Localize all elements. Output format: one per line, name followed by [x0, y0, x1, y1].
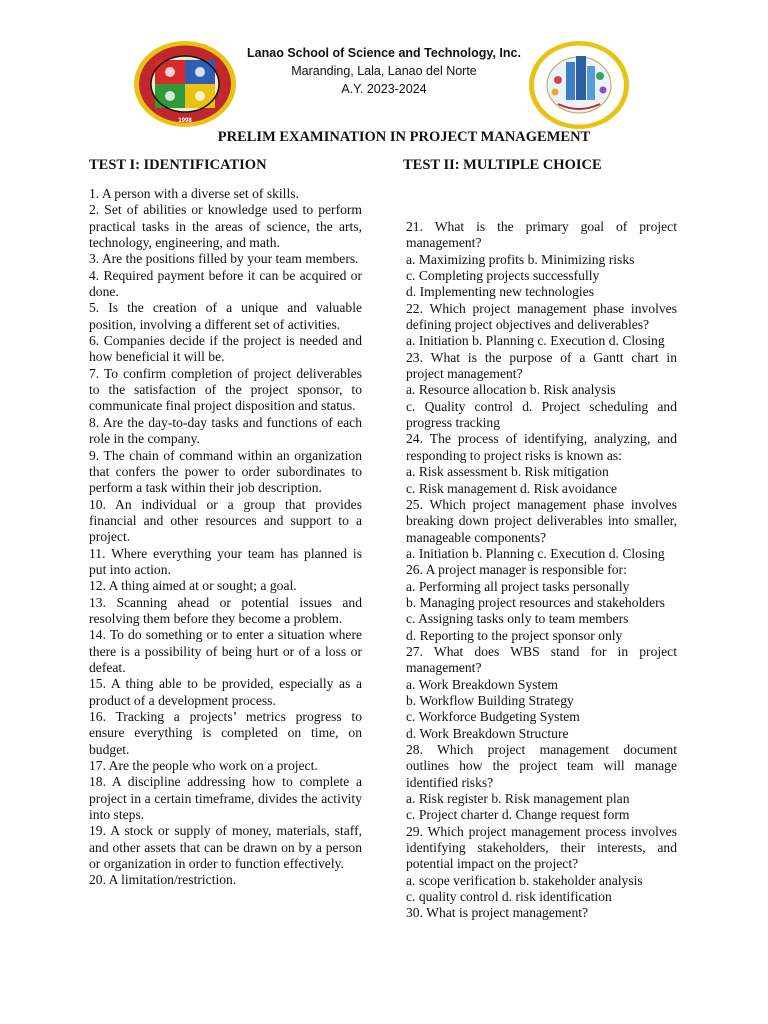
school-address: Maranding, Lala, Lanao del Norte: [291, 64, 477, 78]
question-item: 5. Is the creation of a unique and valuable position, involving a different set of activities.: [89, 300, 362, 332]
test2-heading: TEST II: MULTIPLE CHOICE: [403, 157, 602, 173]
choice-line: c. Completing projects successfully: [406, 268, 600, 284]
choice-line: b. Managing project resources and stakeholders: [406, 594, 665, 610]
choice-line: d. Implementing new technologies: [406, 284, 595, 300]
choice-line: c. Workforce Budgeting System: [406, 709, 580, 725]
question-item: 9. The chain of command within an organization that confers the power to order subordinates to perform a task within their job description.: [89, 447, 362, 496]
choice-line: a. Performing all project tasks personally: [406, 578, 630, 594]
school-header: [0, 44, 768, 98]
choice-line: a. scope verification b. stakeholder analysis: [406, 872, 643, 888]
question-item: 18. A discipline addressing how to complete a project in a certain timeframe, divides the activity into steps.: [89, 774, 362, 823]
choice-line: a. Work Breakdown System: [406, 676, 558, 692]
multiple-choice-items: [406, 219, 677, 922]
question-item: 8. Are the day-to-day tasks and functions of each role in the company.: [89, 414, 362, 447]
question-item: 11. Where everything your team has planned is put into action.: [89, 545, 362, 577]
choice-line: d. Work Breakdown Structure: [406, 725, 569, 741]
choice-line: d. Reporting to the project sponsor only: [406, 627, 623, 643]
question-line: 26. A project manager is responsible for:: [406, 562, 627, 578]
question-line: 30. What is project management?: [406, 905, 589, 921]
question-item: 14. To do something or to enter a situation where there is a possibility of being hurt or of a loss or defeat.: [89, 627, 362, 675]
academic-year: A.Y. 2023-2024: [341, 82, 427, 96]
choice-line: b. Workflow Building Strategy: [406, 692, 574, 708]
question-item: 1. A person with a diverse set of skills.: [89, 186, 299, 201]
choice-line: a. Initiation b. Planning c. Execution d. Closing: [406, 333, 665, 349]
exam-title: PRELIM EXAMINATION IN PROJECT MANAGEMENT: [217, 129, 591, 145]
choice-line: a. Initiation b. Planning c. Execution d. Closing: [406, 545, 665, 561]
question-line: 25. Which project management phase involves breaking down project deliverables into smaller, manageable components?: [406, 496, 677, 545]
question-item: 19. A stock or supply of money, materials, staff, and other assets that can be drawn on by a person or organization in order to function effectively.: [89, 823, 362, 872]
question-item: 13. Scanning ahead or potential issues and resolving them before they become a problem.: [89, 594, 362, 626]
question-item: 20. A limitation/restriction.: [89, 872, 237, 888]
question-line: 22. Which project management phase involves defining project objectives and deliverables?: [406, 300, 677, 333]
question-line: 29. Which project management process involves identifying stakeholders, their interests, and potential impact on the project?: [406, 823, 677, 872]
choice-line: c. quality control d. risk identification: [406, 889, 612, 905]
question-item: 10. An individual or a group that provides financial and other resources and support to a project.: [89, 496, 362, 545]
choice-line: c. Risk management d. Risk avoidance: [406, 480, 618, 496]
question-item: 16. Tracking a projects’ metrics progress to ensure everything is completed on time, on budget.: [89, 709, 362, 757]
question-item: 15. A thing able to be provided, especially as a product of a development process.: [89, 676, 362, 708]
choice-line: c. Assigning tasks only to team members: [406, 611, 629, 627]
question-line: 28. Which project management document outlines how the project team will manage identified risks?: [406, 742, 677, 790]
question-item: 6. Companies decide if the project is needed and how beneficial it will be.: [89, 333, 362, 365]
identification-items: [89, 186, 362, 889]
svg-text:1998: 1998: [178, 118, 192, 124]
test1-heading: TEST I: IDENTIFICATION: [89, 157, 267, 173]
choice-line: a. Resource allocation b. Risk analysis: [406, 382, 616, 398]
choice-line: a. Maximizing profits b. Minimizing risks: [406, 251, 635, 267]
question-line: 27. What does WBS stand for in project management?: [406, 643, 677, 676]
choice-line: a. Risk register b. Risk management plan: [406, 791, 630, 807]
choice-line: a. Risk assessment b. Risk mitigation: [406, 464, 609, 480]
question-item: 2. Set of abilities or knowledge used to perform practical tasks in the areas of science, the arts, technology, engineering, and math.: [89, 202, 362, 251]
question-item: 4. Required payment before it can be acquired or done.: [89, 267, 362, 300]
question-item: 7. To confirm completion of project deliverables to the satisfaction of the project sponsor, to communicate final project disposition and status.: [89, 365, 362, 414]
choice-line: c. Quality control d. Project scheduling and progress tracking: [406, 398, 677, 431]
question-item: 12. A thing aimed at or sought; a goal.: [89, 578, 297, 594]
choice-line: c. Project charter d. Change request form: [406, 807, 630, 823]
question-line: 21. What is the primary goal of project management?: [406, 219, 677, 251]
question-line: 23. What is the purpose of a Gantt chart in project management?: [406, 349, 677, 382]
question-item: 3. Are the positions filled by your team members.: [89, 251, 359, 267]
question-line: 24. The process of identifying, analyzing, and responding to project risks is known as:: [406, 431, 677, 463]
school-name: Lanao School of Science and Technology, Inc.: [247, 46, 521, 60]
question-item: 17. Are the people who work on a project.: [89, 758, 318, 774]
college-of-business-seal-icon: [528, 40, 630, 130]
